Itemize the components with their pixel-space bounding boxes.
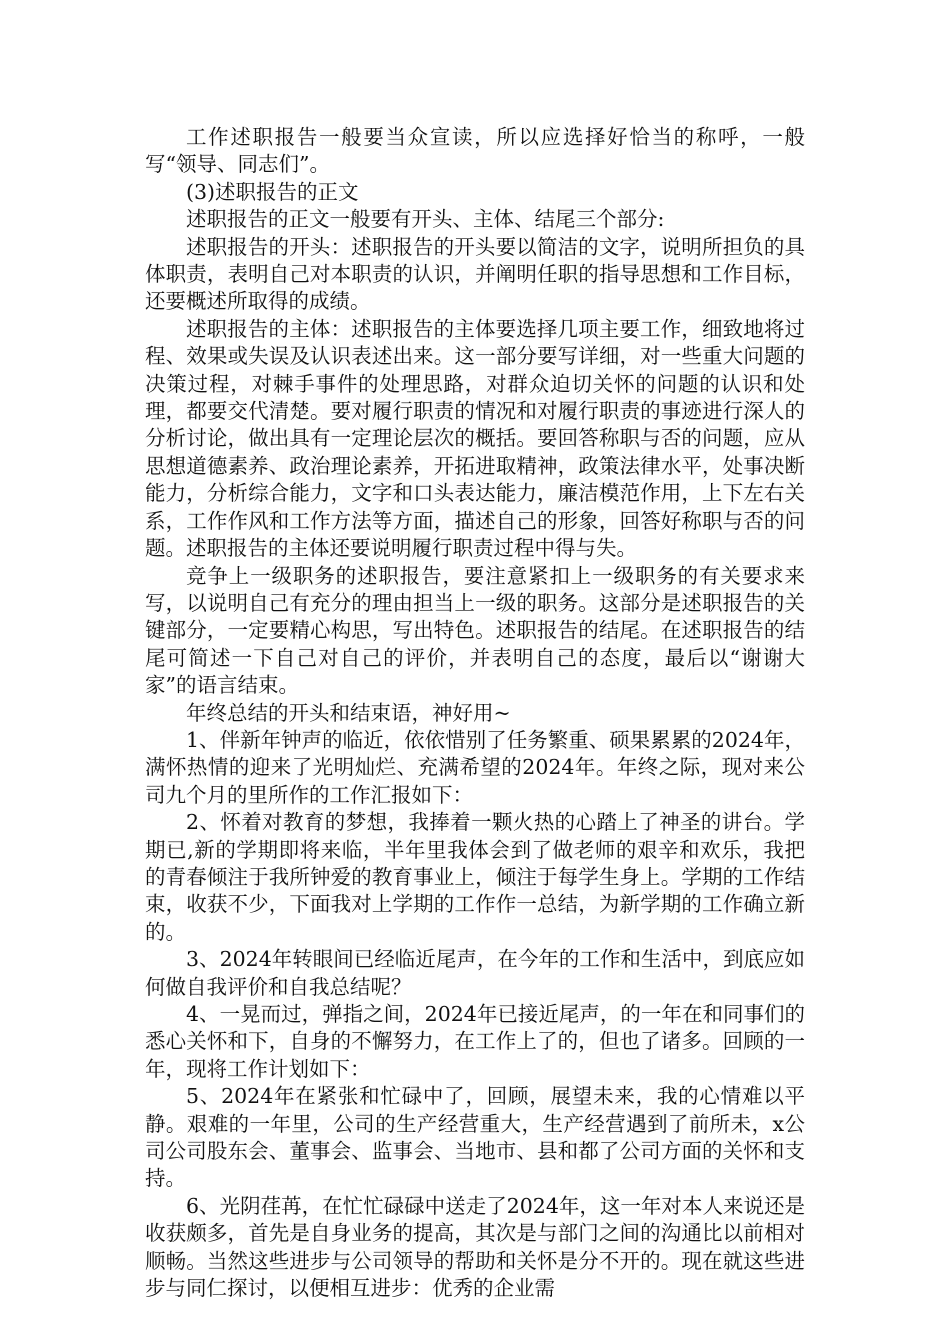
list-item-6: 6、光阴荏苒，在忙忙碌碌中送走了2024年，这一年对本人来说还是收获颇多，首先是自身业务的提高，其次是与部门之间的沟通比以前相对顺畅。当然这些进步与公司领导的帮助和关怀是分不开的。现在就这些进步与同仁探讨，以便相互进步：优秀的企业需 (145, 1193, 805, 1301)
section-heading-body-text: (3)述职报告的正文 (186, 179, 359, 204)
list-item-1: 1、伴新年钟声的临近，依依惜别了任务繁重、硕果累累的2024年，满怀热情的迎来了光明灿烂、充满希望的2024年。年终之际，现对来公司九个月的里所作的工作汇报如下： (145, 727, 805, 807)
paragraph-subheading-year-end: 年终总结的开头和结束语，神好用~ (186, 700, 511, 725)
paragraph-structure: 述职报告的正文一般要有开头、主体、结尾三个部分: (186, 207, 665, 232)
list-item-5: 5、2024年在紧张和忙碌中了，回顾，展望未来，我的心情难以平静。艰难的一年里，公司的生产经营重大，生产经营遇到了前所未，x公司公司股东会、董事会、监事会、当地市、县和都了公司方面的关怀和支持。 (145, 1084, 805, 1191)
paragraph-opening: 述职报告的开头：述职报告的开头要以简洁的文字，说明所担负的具体职责，表明自己对本职责的认识，并阐明任职的指导思想和工作目标，还要概述所取得的成绩。 (145, 234, 805, 314)
paragraph-competition: 竞争上一级职务的述职报告，要注意紧扣上一级职务的有关要求来写，以说明自己有充分的理由担当上一级的职务。这部分是述职报告的关键部分，一定要精心构思，写出特色。述职报告的结尾。在述职报告的结尾可简述一下自己对自己的评价，并表明自己的态度，最后以“谢谢大家”的语言结束。 (145, 563, 805, 698)
paragraph-main-body: 述职报告的主体：述职报告的主体要选择几项主要工作，细致地将过程、效果或失误及认识表述出来。这一部分要写详细，对一些重大问题的决策过程，对棘手事件的处理思路，对群众迫切关怀的问题的认识和处理，都要交代清楚。要对履行职责的情况和对履行职责的事迹进行深人的分析讨论，做出具有一定理论层次的概括。要回答称职与否的问题，应从思想道德素养、政治理论素养，开拓进取精神，政策法律水平，处事决断能力，分析综合能力，文字和口头表达能力，廉洁模范作用，上下左右关系，工作作风和工作方法等方面，描述自己的形象，回答好称职与否的问题。述职报告的主体还要说明履行职责过程中得与失。 (145, 316, 805, 561)
document-body (145, 124, 805, 1302)
paragraph-salutation: 工作述职报告一般要当众宣读，所以应选择好恰当的称呼，一般写“领导、同志们”。 (145, 125, 805, 177)
list-item-4: 4、一晃而过，弹指之间，2024年已接近尾声，的一年在和同事们的悉心关怀和下，自身的不懈努力，在工作上了的，但也了诸多。回顾的一年，现将工作计划如下： (145, 1002, 805, 1081)
list-item-3: 3、2024年转眼间已经临近尾声，在今年的工作和生活中，到底应如何做自我评价和自我总结呢？ (145, 947, 805, 999)
list-item-2: 2、怀着对教育的梦想，我捧着一颗火热的心踏上了神圣的讲台。学期已,新的学期即将来临，半年里我体会到了做老师的艰辛和欢乐，我把的青春倾注于我所钟爱的教育事业上，倾注于每学生身上。学期的工作结束，收获不少，下面我对上学期的工作作一总结，为新学期的工作确立新的。 (145, 810, 805, 944)
